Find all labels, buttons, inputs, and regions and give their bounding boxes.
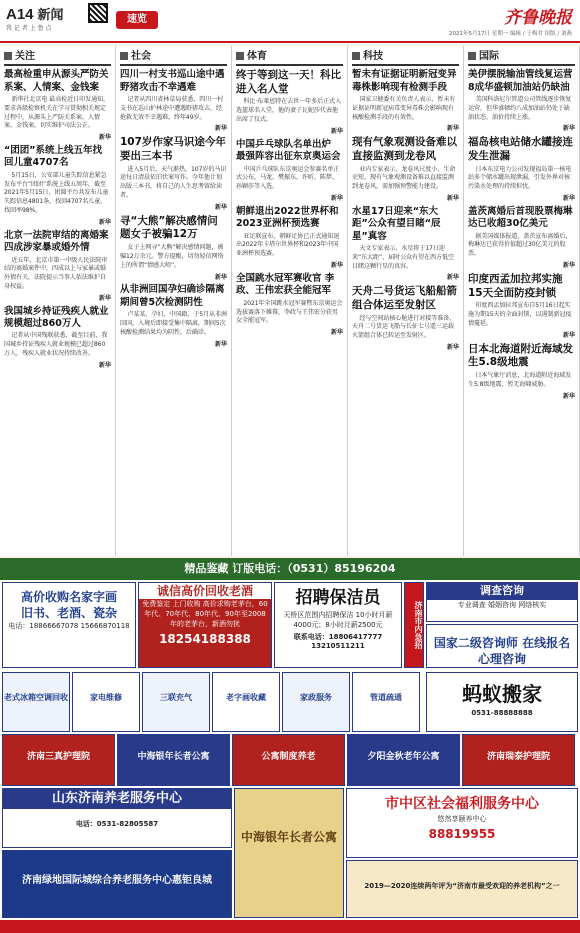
ad-welfare-title: 市中区社会福利服务中心 bbox=[385, 796, 539, 812]
article-headline[interactable]: 107岁作家马识途今年要出三本书 bbox=[120, 136, 226, 162]
ad-senior-phone: 电话：0531-82805587 bbox=[75, 819, 159, 828]
header-rule bbox=[0, 41, 580, 43]
ad-welfare[interactable] bbox=[346, 788, 578, 858]
ad-move-title: 蚂蚁搬家 bbox=[462, 682, 542, 706]
article-body: 业内专家表示，龙卷风尺度小、生命史短，现有气象观测设备难以直接监测到龙卷风，需加强预警能力建设。 bbox=[352, 165, 456, 191]
ad-recycle-title: 诚信高价回收老酒 bbox=[139, 583, 271, 599]
ad-welfare-sub: 悠然享颐养中心 bbox=[437, 814, 487, 823]
section-label: 体育 bbox=[247, 51, 267, 62]
ad-senior[interactable] bbox=[2, 788, 232, 848]
section-marker-icon bbox=[352, 52, 360, 60]
ad-service[interactable] bbox=[2, 672, 70, 732]
news-column bbox=[464, 46, 580, 556]
ad-footer-note bbox=[346, 860, 578, 918]
article-source: 新华 bbox=[98, 134, 111, 142]
article-source: 新华 bbox=[446, 195, 459, 203]
news-columns bbox=[0, 46, 580, 556]
article-headline[interactable]: 印度西孟加拉邦实施15天全面防疫封锁 bbox=[468, 273, 563, 299]
ad-service[interactable] bbox=[352, 672, 420, 732]
ad-care-title: 济南瑞泰护理院 bbox=[486, 752, 550, 762]
ad-recruit-phone: 联系电话：18806417777 13210511211 bbox=[293, 632, 383, 651]
article-source: 新华 bbox=[214, 340, 227, 348]
ad-recycle[interactable] bbox=[138, 582, 272, 668]
qr-code-icon[interactable] bbox=[88, 3, 108, 23]
section-title bbox=[120, 50, 227, 66]
ads-area bbox=[0, 558, 580, 933]
ad-service[interactable] bbox=[282, 672, 350, 732]
article-source: 新华 bbox=[98, 294, 111, 302]
article-source: 新华 bbox=[214, 125, 227, 133]
ad-care[interactable] bbox=[117, 734, 230, 786]
ad-service-title: 老字画收藏 bbox=[226, 693, 266, 702]
section-marker-icon bbox=[4, 52, 12, 60]
article-headline[interactable]: 现有气象观测设备难以直接监测到龙卷风 bbox=[352, 136, 457, 162]
section-tag: 速览 bbox=[116, 11, 158, 29]
ad-welfare-phone: 88819955 bbox=[428, 826, 496, 841]
article-headline[interactable]: 日本北海道附近海域发生5.8级地震 bbox=[468, 342, 573, 369]
article-body: 印度西孟加拉邦宣布自5月16日起实施为期15天的全面封锁，以遏制新冠疫情蔓延。 bbox=[468, 302, 572, 327]
article-body: 记者从四川省林草局获悉，四川一村支书在巡山护林途中遭遇野猪攻击，经抢救无效不幸遇难，终年49岁。 bbox=[120, 95, 224, 121]
ad-care-title: 中海银年长者公寓 bbox=[137, 752, 210, 762]
article-body: 据美国媒体报道，盖茨宣布离婚后，梅琳达已获得价值超过30亿美元的股票。 bbox=[468, 232, 572, 258]
ad-school[interactable] bbox=[426, 624, 578, 668]
ad-collect[interactable] bbox=[2, 582, 136, 668]
ad-recycle-phone: 18254188388 bbox=[159, 631, 251, 646]
article-headline[interactable]: “团团”系统上线五年找回儿童4707名 bbox=[4, 145, 102, 169]
ad-recruit[interactable] bbox=[274, 582, 402, 668]
article-body: 5月15日，公安部儿童失踪信息紧急发布平台“团团”系统上线五周年。截至2021年5月15日，团圆平台共发布儿童失踪信息4801条，找回4707名儿童，找回率98%。 bbox=[4, 171, 109, 215]
section-marker-icon bbox=[236, 52, 244, 60]
news-column bbox=[116, 46, 232, 556]
article-source: 新华 bbox=[562, 195, 575, 203]
ad-service-title: 家电维修 bbox=[90, 693, 122, 702]
article-source: 新华 bbox=[214, 273, 227, 281]
ad-service[interactable] bbox=[142, 672, 210, 732]
article-source: 新华 bbox=[98, 218, 111, 226]
article-body: 日本东京电力公司发现福岛第一核电站多个储水罐出现泄漏，引发外界对核污染水处理的持续担忧。 bbox=[468, 165, 572, 191]
ad-care-title: 公寓制度养老 bbox=[261, 752, 316, 762]
ad-recruit-title: 招聘保洁员 bbox=[295, 588, 381, 608]
article-headline[interactable]: 美伊摆脱输油管线复运营 8成华盛顿加油站仍缺油 bbox=[468, 69, 573, 93]
article-headline[interactable]: 从非洲回国孕妇确诊隔离期间曾5次检测阴性 bbox=[120, 284, 225, 308]
page-number: A14 新闻 bbox=[6, 6, 64, 23]
article-body: 天文专家表示，水星将于17日迎来“东大距”，届时公众有望在西方低空目睹这颗行星的真容。 bbox=[352, 244, 455, 270]
ad-collect-title: 高价收购名家字画 bbox=[20, 590, 117, 604]
ad-move[interactable] bbox=[426, 672, 578, 732]
article-body: 2021年全国跳水冠军赛暨东京奥运会选拔赛落下帷幕，李政与王伟宏分获男女全能冠军。 bbox=[236, 299, 343, 325]
article-body: 日本气象厅消息，北海道附近海域发生5.8级地震，暂无海啸威胁。 bbox=[468, 371, 572, 388]
news-column bbox=[232, 46, 348, 556]
article-source: 新华 bbox=[562, 331, 575, 339]
article-source: 新华 bbox=[446, 125, 459, 133]
section-title bbox=[4, 50, 111, 66]
article-headline[interactable]: 暂未有证据证明新冠变异毒株影响现有检测手段 bbox=[352, 69, 457, 93]
section-title bbox=[236, 50, 343, 66]
ad-school-title: 国家二级咨询师 在线报名 心理咨询 bbox=[433, 636, 571, 667]
ad-recruit-body: 天桥区范围内招聘保洁 10小时月薪4000元；8小时月薪2500元 bbox=[283, 610, 393, 629]
ad-move-phone: 0531-88888888 bbox=[471, 709, 533, 717]
article-source: 新华 bbox=[330, 195, 343, 203]
article-body: 中国乒乓球队东京奥运会参赛名单正式公布，马龙、樊振东、许昕、陈梦、孙颖莎等入选。 bbox=[236, 165, 340, 191]
article-body: 记者从中国残联获悉，截至目前，我国城乡持证残疾人就业规模已超过860万人，残疾人就业状况持续改善。 bbox=[4, 332, 108, 358]
section-label: 关注 bbox=[15, 51, 35, 62]
section-marker-icon bbox=[468, 52, 476, 60]
ad-senior2-title: 济南绿地国际城综合养老服务中心惠钜良城 bbox=[22, 875, 212, 886]
article-source: 新华 bbox=[446, 344, 459, 352]
article-headline[interactable]: 寻“大熊”解决感情问题女子被骗12万 bbox=[120, 214, 218, 241]
article-headline[interactable]: 四川一村支书巡山途中遇野猪攻击不幸遇难 bbox=[120, 69, 225, 93]
article-body: 女子上网寻“大熊”解决感情问题，被骗12万余元。警方提醒，切勿轻信网络上的所谓“情感大师”。 bbox=[120, 244, 224, 269]
article-headline[interactable]: 福岛核电站储水罐接连发生泄漏 bbox=[468, 136, 573, 162]
ad-service-title: 管道疏通 bbox=[370, 693, 402, 702]
article-headline[interactable]: 北京一法院审结的离婚案四成涉家暴或婚外情 bbox=[4, 229, 109, 254]
ad-collect-phone: 电话：18866667078 15666870118 bbox=[8, 622, 130, 631]
ad-care[interactable] bbox=[232, 734, 345, 786]
ad-care-title: 夕阳金秋老年公寓 bbox=[367, 752, 440, 762]
article-body: 进入5月后，天气渐热，107岁的马识途每日清晨依旧伏案写作。今年他计划出版三本书，将自己的人生思考留给读者。 bbox=[120, 165, 227, 200]
article-headline[interactable]: 朝鲜退出2022世界杯和2023亚洲杯预选赛 bbox=[236, 205, 339, 230]
article-headline[interactable]: 水星17日迎来“东大距”公众有望目睹“辰星”真容 bbox=[352, 205, 441, 242]
article-body: 科比·布莱恩特在去世一年多后正式入选篮球名人堂，他的妻子瓦妮莎代表他出席了仪式。 bbox=[236, 98, 342, 124]
article-source: 新华 bbox=[330, 329, 343, 337]
ad-service[interactable] bbox=[212, 672, 280, 732]
article-body: 卢某某，孕妇，中国籍，于5月从非洲回国，入境后即接受集中隔离，期间5次核酸检测结果均为阴性，后确诊。 bbox=[120, 311, 227, 336]
ad-care[interactable] bbox=[2, 734, 115, 786]
section-label: 社会 bbox=[131, 51, 151, 62]
article-source: 新华 bbox=[330, 262, 343, 270]
page-header bbox=[0, 0, 580, 44]
article-headline[interactable]: 我国城乡持证残疾人就业规模超过860万人 bbox=[4, 305, 109, 330]
section-label: 科技 bbox=[363, 51, 383, 62]
article-headline[interactable]: 最高检重申从源头严防关系案、人情案、金钱案 bbox=[4, 69, 109, 93]
issue-meta: 2021年5月17日 星期一 编辑 / 于梅君 组版 / 刘燕 bbox=[449, 31, 572, 37]
article-source: 新华 bbox=[214, 203, 227, 211]
section-title bbox=[468, 50, 575, 66]
article-source: 新华 bbox=[562, 262, 575, 270]
article-headline[interactable]: 中国乒乓球队名单出炉 最强阵容出征东京奥运会 bbox=[236, 138, 341, 163]
news-column bbox=[348, 46, 464, 556]
section-label: 国际 bbox=[479, 51, 499, 62]
ad-senior-title: 山东济南养老服务中心 bbox=[3, 789, 231, 809]
newspaper-logo: 齐鲁晚报 bbox=[504, 8, 572, 28]
ad-apartment-title: 中海银年长者公寓 bbox=[240, 830, 337, 844]
article-source: 新华 bbox=[562, 392, 575, 400]
ad-recycle-body: 免费鉴定 上门收购 高价求购老茅台，60年代、70年代、80年代、90年至2008年的老茅台，新酒勿扰 bbox=[142, 600, 268, 628]
ad-service[interactable] bbox=[72, 672, 140, 732]
ad-service-title: 家政服务 bbox=[300, 693, 332, 702]
section-title bbox=[352, 50, 459, 66]
banner-collect: 精品鉴藏 订版电话：（0531）85196204 bbox=[0, 558, 580, 580]
ad-footer-text: 2019—2020连续两年评为“济南市最受欢迎的养老机构”之一 bbox=[364, 882, 560, 890]
article-headline[interactable]: 天舟二号货运飞船船箭组合体运至发射区 bbox=[352, 285, 457, 311]
ad-collect-sub: 旧书、老酒、瓷杂 bbox=[20, 606, 117, 621]
article-source: 新华 bbox=[562, 125, 575, 133]
article-headline[interactable]: 盖茨离婚后首现股票梅琳达已收超30亿美元 bbox=[468, 205, 573, 230]
news-column bbox=[0, 46, 116, 556]
article-source: 新华 bbox=[330, 127, 343, 135]
article-body: 经与空间站核心舱进行对接等准备，天舟二号货运飞船与长征七号遥三运载火箭组合体已转运至发射区。 bbox=[352, 314, 456, 340]
ad-care-title: 济南三真护理院 bbox=[26, 752, 90, 762]
ad-apartment[interactable] bbox=[234, 788, 344, 918]
article-body: 亚足联宣布，朝鲜足协已正式通知退出2022年卡塔尔世界杯和2023年中国亚洲杯预选赛。 bbox=[236, 232, 340, 258]
article-body: 国家卫健委有关负责人表示，暂未有证据证明新冠病毒变异毒株会影响现有核酸检测手段的有效性。 bbox=[352, 95, 456, 121]
ad-senior2[interactable] bbox=[2, 850, 232, 918]
article-source: 新华 bbox=[98, 361, 111, 369]
ad-survey[interactable] bbox=[426, 582, 578, 622]
article-body: 近五年，北京市第一中级人民法院审结的离婚案件中，四成以上与家暴或婚外情有关，法院提示当事人依法维护自身权益。 bbox=[4, 256, 108, 290]
article-body: 美国科洛尼尔管道公司管线逐步恢复运营，但华盛顿约八成加油站仍处于缺油状态，油价持续上涨。 bbox=[468, 95, 572, 121]
bottom-rule bbox=[0, 920, 580, 933]
ad-service-title: 老式冰箱空调回收 bbox=[4, 693, 68, 702]
ad-survey-body: 专业调查 婚姻咨询 网络核实 bbox=[457, 600, 547, 609]
ad-survey-title: 调查咨询 bbox=[427, 583, 577, 600]
ad-service-title: 三联充气 bbox=[160, 693, 192, 702]
article-body: 新华社北京电 最高检近日印发通知，要求各级检察机关在学习贯彻相关规定过程中，从源头上严防关系案、人情案、金钱案，切实维护司法公正。 bbox=[4, 95, 110, 130]
section-marker-icon bbox=[120, 52, 128, 60]
ad-care[interactable] bbox=[347, 734, 460, 786]
ad-recruit-side: 济南市内急招 bbox=[404, 582, 424, 668]
edition-line: 我 记 者 上 鲁 点 bbox=[6, 25, 52, 32]
article-headline[interactable]: 全国跳水冠军赛收官 李政、王伟宏获全能冠军 bbox=[236, 273, 335, 297]
ad-care[interactable] bbox=[462, 734, 575, 786]
article-headline[interactable]: 终于等到这一天！科比进入名人堂 bbox=[236, 69, 341, 95]
article-source: 新华 bbox=[446, 274, 459, 282]
